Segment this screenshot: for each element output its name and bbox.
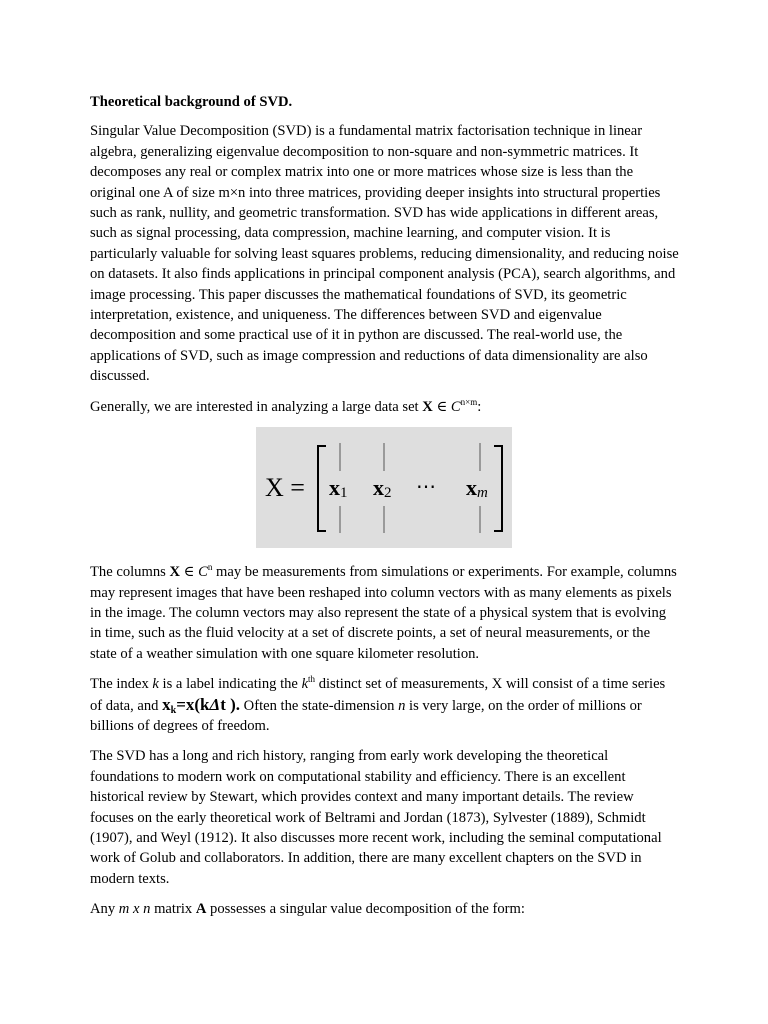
svd-form-text-1: Any bbox=[90, 901, 119, 918]
columns-superscript: n bbox=[207, 562, 213, 573]
right-bracket bbox=[494, 446, 502, 531]
column-x1: x1 bbox=[329, 475, 348, 502]
equation-lhs: X = bbox=[265, 473, 305, 503]
svd-form-text-2: matrix bbox=[150, 901, 196, 918]
columns-text-prefix: The columns bbox=[90, 564, 170, 581]
dataset-text-prefix: Generally, we are interested in analyzing a large data set bbox=[90, 398, 423, 415]
index-k: k bbox=[152, 676, 159, 693]
columns-symbol-x: X bbox=[169, 564, 180, 581]
svd-form-dims: m x n bbox=[118, 901, 151, 918]
svd-form-text-3: possesses a singular value decomposition of the form: bbox=[206, 901, 525, 918]
columns-complex-set: C bbox=[198, 564, 208, 581]
matrix-symbol-x: X bbox=[422, 398, 433, 415]
columns-text-suffix: may be measurements from simulations or experiments. For example, columns may represent images that have been reshaped into column vectors with as many elements as pixels in the image. The column vectors may also represent the state of a physical system that is evolving in time, such as the fluid velocity at a set of discrete points, a set of neural measurements, or the state of a weather simulation with one square kilometer resolution. bbox=[90, 564, 677, 662]
formula-end: t ). bbox=[220, 694, 241, 714]
index-text-4: Often the state-dimension bbox=[240, 697, 399, 714]
index-k-th: k bbox=[301, 676, 309, 693]
column-x2: x2 bbox=[373, 475, 392, 502]
formula-subscript-k: k bbox=[170, 704, 177, 716]
paragraph-dataset bbox=[90, 397, 680, 417]
column-xm: xm bbox=[466, 475, 488, 502]
column-ellipsis: ⋯ bbox=[416, 476, 436, 499]
formula-x: x bbox=[162, 694, 171, 714]
left-bracket bbox=[318, 446, 326, 531]
section-heading: Theoretical background of SVD. bbox=[90, 94, 293, 110]
index-text-3: distinct set of measurements, X will consist of a time series of data, and bbox=[90, 676, 666, 714]
document-page bbox=[90, 92, 680, 930]
paragraph-svd-form bbox=[90, 899, 680, 919]
paragraph-columns bbox=[90, 562, 680, 664]
matrix-equation-image bbox=[256, 427, 512, 548]
matrix-equation-svg bbox=[256, 427, 512, 548]
columns-element-of: ∈ bbox=[180, 564, 199, 581]
formula-rest: =x(k bbox=[176, 694, 210, 714]
paragraph-index bbox=[90, 674, 680, 736]
set-superscript: n×m bbox=[460, 396, 478, 407]
complex-set-symbol: C bbox=[450, 398, 461, 415]
index-text-2: is a label indicating the bbox=[158, 676, 302, 693]
time-series-formula bbox=[162, 695, 240, 714]
paragraph-intro: Singular Value Decomposition (SVD) is a fundamental matrix factorisation technique in linear algebra, generalizing eigenvalue decomposition to non-square and non-symmetric matrices. It decomposes any real or complex matrix into one or more matrices whose size is less than the original one A of size m×n into three matrices, providing deeper insights into structural properties such as rank, nullity, and geometric transformation. SVD has wide applications in different areas, such as signal processing, data compression, machine learning, and computer vision. It is particularly valuable for solving least squares problems, reducing dimensionality, and reducing noise on datasets. It also finds applications in principal component analysis (PCA), search algorithms, and image processing. This paper discusses the mathematical foundations of SVD, its geometric interpretation, existence, and uniqueness. The differences between SVD and eigenvalue decomposition and some practical use of it in python are discussed. The real-world use, the applications of SVD, such as image compression and reductions of data dimensionality are also discussed. bbox=[90, 123, 679, 385]
index-n: n bbox=[398, 697, 406, 714]
paragraph-history: The SVD has a long and rich history, ranging from early work developing the theoretical foundations to modern work on computational stability and efficiency. There is an excellent historical review by Stewart, which provides context and many important details. The review focuses on the early theoretical work of Beltrami and Jordan (1873), Sylvester (1889), Schmidt (1907), and Weyl (1912). It also discusses more recent work, including the seminal computational work of Golub and collaborators. In addition, there are many excellent chapters on the SVD in modern texts. bbox=[90, 748, 662, 887]
index-th-superscript: th bbox=[308, 674, 316, 685]
index-text-5: is very large, on the order of millions or billions of degrees of freedom. bbox=[90, 697, 642, 734]
index-text-1: The index bbox=[90, 676, 153, 693]
dataset-text-suffix: : bbox=[477, 398, 482, 415]
svd-form-matrix-a: A bbox=[195, 901, 207, 918]
element-of-symbol: ∈ bbox=[432, 398, 451, 415]
formula-delta: Δ bbox=[209, 694, 221, 714]
